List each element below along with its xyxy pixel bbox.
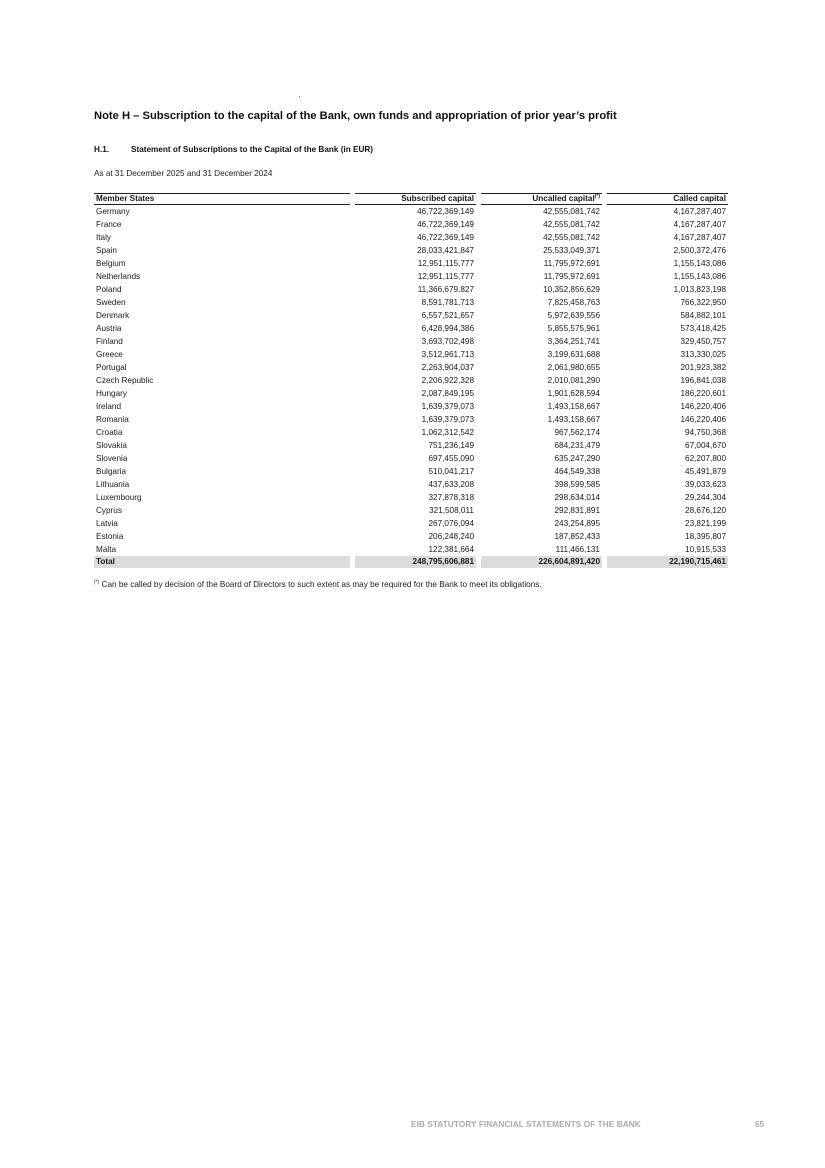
table-row xyxy=(94,348,728,361)
called-capital-cell: 62,207,800 xyxy=(685,454,726,463)
table-row xyxy=(94,413,728,426)
member-state-cell: Estonia xyxy=(96,532,124,541)
uncalled-capital-cell: 2,010,081,290 xyxy=(547,376,600,385)
called-capital-cell: 146,220,406 xyxy=(680,415,726,424)
called-capital-cell: 766,322,950 xyxy=(680,298,726,307)
member-state-cell: Austria xyxy=(96,324,122,333)
total-label: Total xyxy=(94,556,350,568)
table-row xyxy=(94,491,728,504)
subscribed-capital-cell: 510,041,217 xyxy=(428,467,474,476)
called-capital-cell: 329,450,757 xyxy=(680,337,726,346)
subscribed-capital-cell: 206,248,240 xyxy=(428,532,474,541)
called-capital-cell: 313,330,025 xyxy=(680,350,726,359)
subscribed-capital-cell: 6,557,521,657 xyxy=(421,311,474,320)
capital-subscriptions-table xyxy=(94,193,728,568)
subscribed-capital-cell: 697,455,090 xyxy=(428,454,474,463)
uncalled-capital-cell: 2,061,980,655 xyxy=(547,363,600,372)
called-capital-cell: 186,220,601 xyxy=(680,389,726,398)
table-row xyxy=(94,517,728,530)
called-capital-cell: 45,491,879 xyxy=(685,467,726,476)
table-row xyxy=(94,309,728,322)
table-row xyxy=(94,270,728,283)
uncalled-capital-cell: 187,852,433 xyxy=(554,532,600,541)
table-row xyxy=(94,543,728,556)
table-row xyxy=(94,218,728,231)
table-row xyxy=(94,361,728,374)
uncalled-capital-cell: 684,231,479 xyxy=(554,441,600,450)
called-capital-cell: 2,500,372,476 xyxy=(673,246,726,255)
member-state-cell: Cyprus xyxy=(96,506,122,515)
uncalled-capital-cell: 1,493,158,667 xyxy=(547,415,600,424)
member-state-cell: Bulgaria xyxy=(96,467,127,476)
page-number: 65 xyxy=(755,1120,765,1129)
called-capital-cell: 4,167,287,407 xyxy=(673,220,726,229)
member-state-cell: Portugal xyxy=(96,363,127,372)
header-member-states: Member States xyxy=(94,193,350,205)
uncalled-capital-cell: 298,634,014 xyxy=(554,493,600,502)
member-state-cell: Spain xyxy=(96,246,117,255)
table-row xyxy=(94,426,728,439)
section-title: Statement of Subscriptions to the Capital of the Bank (in EUR) xyxy=(131,145,373,154)
called-capital-cell: 584,882,101 xyxy=(680,311,726,320)
member-state-cell: Netherlands xyxy=(96,272,141,281)
member-state-cell: Germany xyxy=(96,207,130,216)
uncalled-capital-cell: 3,364,251,741 xyxy=(547,337,600,346)
uncalled-capital-cell: 243,254,895 xyxy=(554,519,600,528)
table-body xyxy=(94,205,728,556)
subscribed-capital-cell: 28,033,421,847 xyxy=(417,246,474,255)
table-row xyxy=(94,296,728,309)
called-capital-cell: 4,167,287,407 xyxy=(673,233,726,242)
subscribed-capital-cell: 1,639,379,073 xyxy=(421,415,474,424)
member-state-cell: Greece xyxy=(96,350,123,359)
subscribed-capital-cell: 321,508,011 xyxy=(429,506,474,515)
uncalled-capital-cell: 292,831,891 xyxy=(554,506,600,515)
subscribed-capital-cell: 327,878,318 xyxy=(428,493,474,502)
footnote-marker: (*) xyxy=(594,193,600,200)
total-subscribed: 248,795,606,881 xyxy=(355,556,476,568)
table-row xyxy=(94,205,728,218)
subscribed-capital-cell: 751,236,149 xyxy=(428,441,474,450)
header-called-capital: Called capital xyxy=(607,193,728,205)
uncalled-capital-cell: 11,795,972,691 xyxy=(543,272,600,281)
uncalled-capital-cell: 111,466,131 xyxy=(555,545,600,554)
table-row xyxy=(94,244,728,257)
subscribed-capital-cell: 46,722,369,149 xyxy=(417,233,474,242)
table-row xyxy=(94,283,728,296)
called-capital-cell: 67,004,670 xyxy=(685,441,726,450)
member-state-cell: France xyxy=(96,220,122,229)
member-state-cell: Lithuania xyxy=(96,480,130,489)
called-capital-cell: 28,676,120 xyxy=(685,506,726,515)
called-capital-cell: 18,395,807 xyxy=(685,532,726,541)
table-row xyxy=(94,400,728,413)
subscribed-capital-cell: 2,206,922,328 xyxy=(421,376,474,385)
uncalled-capital-cell: 7,825,458,763 xyxy=(547,298,600,307)
section-heading xyxy=(94,145,373,154)
header-uncalled-label: Uncalled capital xyxy=(532,194,595,203)
table-row xyxy=(94,439,728,452)
header-subscribed-capital: Subscribed capital xyxy=(355,193,476,205)
uncalled-capital-cell: 967,562,174 xyxy=(554,428,600,437)
subscribed-capital-cell: 12,951,115,777 xyxy=(417,259,474,268)
subscribed-capital-cell: 12,951,115,777 xyxy=(417,272,474,281)
running-footer-title: EIB STATUTORY FINANCIAL STATEMENTS OF THE BANK xyxy=(411,1120,641,1129)
called-capital-cell: 1,155,143,086 xyxy=(673,259,726,268)
uncalled-capital-cell: 42,555,081,742 xyxy=(543,220,600,229)
section-number: H.1. xyxy=(94,145,110,154)
total-row xyxy=(94,556,728,568)
subscribed-capital-cell: 46,722,369,149 xyxy=(417,207,474,216)
member-state-cell: Belgium xyxy=(96,259,126,268)
uncalled-capital-cell: 464,549,338 xyxy=(554,467,600,476)
called-capital-cell: 1,013,823,198 xyxy=(673,285,726,294)
called-capital-cell: 10,915,533 xyxy=(685,545,726,554)
member-state-cell: Poland xyxy=(96,285,122,294)
subscribed-capital-cell: 267,076,094 xyxy=(428,519,474,528)
called-capital-cell: 94,750,368 xyxy=(685,428,726,437)
called-capital-cell: 1,155,143,086 xyxy=(673,272,726,281)
subscribed-capital-cell: 6,428,994,386 xyxy=(421,324,474,333)
table-row xyxy=(94,231,728,244)
footnote-text: Can be called by decision of the Board of Directors to such extent as may be required for the Bank to meet its obligations. xyxy=(99,580,542,589)
member-state-cell: Slovenia xyxy=(96,454,128,463)
subscribed-capital-cell: 122,381,664 xyxy=(428,545,474,554)
subscribed-capital-cell: 2,087,849,195 xyxy=(421,389,474,398)
table-row xyxy=(94,504,728,517)
member-state-cell: Sweden xyxy=(96,298,126,307)
called-capital-cell: 146,220,406 xyxy=(680,402,726,411)
uncalled-capital-cell: 11,795,972,691 xyxy=(543,259,600,268)
footnote xyxy=(94,580,542,589)
table-row xyxy=(94,374,728,387)
table-header-row xyxy=(94,193,728,205)
uncalled-capital-cell: 635,247,290 xyxy=(554,454,600,463)
called-capital-cell: 201,923,382 xyxy=(680,363,726,372)
member-state-cell: Italy xyxy=(96,233,112,242)
table-row xyxy=(94,335,728,348)
table-row xyxy=(94,387,728,400)
member-state-cell: Malta xyxy=(96,545,117,554)
member-state-cell: Slovakia xyxy=(96,441,127,450)
uncalled-capital-cell: 1,493,158,667 xyxy=(547,402,600,411)
table-row xyxy=(94,478,728,491)
called-capital-cell: 39,033,623 xyxy=(685,480,726,489)
uncalled-capital-cell: 25,533,049,371 xyxy=(543,246,600,255)
subscribed-capital-cell: 11,366,679,827 xyxy=(417,285,474,294)
uncalled-capital-cell: 42,555,081,742 xyxy=(543,233,600,242)
called-capital-cell: 196,841,038 xyxy=(680,376,726,385)
member-state-cell: Czech Republic xyxy=(96,376,154,385)
subscribed-capital-cell: 3,512,961,713 xyxy=(421,350,474,359)
table-row xyxy=(94,530,728,543)
total-called: 22,190,715,461 xyxy=(607,556,728,568)
uncalled-capital-cell: 5,972,639,556 xyxy=(547,311,600,320)
called-capital-cell: 23,821,199 xyxy=(685,519,726,528)
page-title: Note H – Subscription to the capital of the Bank, own funds and appropriation of prior year’s profit xyxy=(94,110,617,122)
member-state-cell: Hungary xyxy=(96,389,127,398)
called-capital-cell: 4,167,287,407 xyxy=(673,207,726,216)
table-row xyxy=(94,322,728,335)
member-state-cell: Romania xyxy=(96,415,129,424)
uncalled-capital-cell: 1,901,628,594 xyxy=(547,389,600,398)
subscribed-capital-cell: 1,639,379,073 xyxy=(421,402,474,411)
uncalled-capital-cell: 42,555,081,742 xyxy=(543,207,600,216)
decorative-dot xyxy=(299,96,300,97)
called-capital-cell: 573,418,425 xyxy=(680,324,726,333)
member-state-cell: Denmark xyxy=(96,311,130,320)
uncalled-capital-cell: 3,199,631,688 xyxy=(547,350,600,359)
member-state-cell: Luxembourg xyxy=(96,493,142,502)
subscribed-capital-cell: 1,062,312,542 xyxy=(421,428,474,437)
uncalled-capital-cell: 5,855,575,961 xyxy=(547,324,600,333)
total-uncalled: 226,604,891,420 xyxy=(481,556,602,568)
member-state-cell: Croatia xyxy=(96,428,123,437)
subscribed-capital-cell: 46,722,369,149 xyxy=(417,220,474,229)
header-uncalled-capital xyxy=(481,193,602,205)
subscribed-capital-cell: 3,693,702,498 xyxy=(421,337,474,346)
table-row xyxy=(94,257,728,270)
called-capital-cell: 29,244,304 xyxy=(685,493,726,502)
member-state-cell: Ireland xyxy=(96,402,122,411)
member-state-cell: Latvia xyxy=(96,519,118,528)
table-row xyxy=(94,465,728,478)
subscribed-capital-cell: 2,263,904,037 xyxy=(421,363,474,372)
uncalled-capital-cell: 10,352,856,629 xyxy=(543,285,600,294)
uncalled-capital-cell: 398,599,585 xyxy=(554,480,600,489)
subscribed-capital-cell: 437,633,208 xyxy=(428,480,474,489)
table-row xyxy=(94,452,728,465)
member-state-cell: Finland xyxy=(96,337,123,346)
subscribed-capital-cell: 8,591,781,713 xyxy=(421,298,474,307)
date-note: As at 31 December 2025 and 31 December 2024 xyxy=(94,169,273,178)
footnote-marker-text: (*) xyxy=(94,579,100,586)
